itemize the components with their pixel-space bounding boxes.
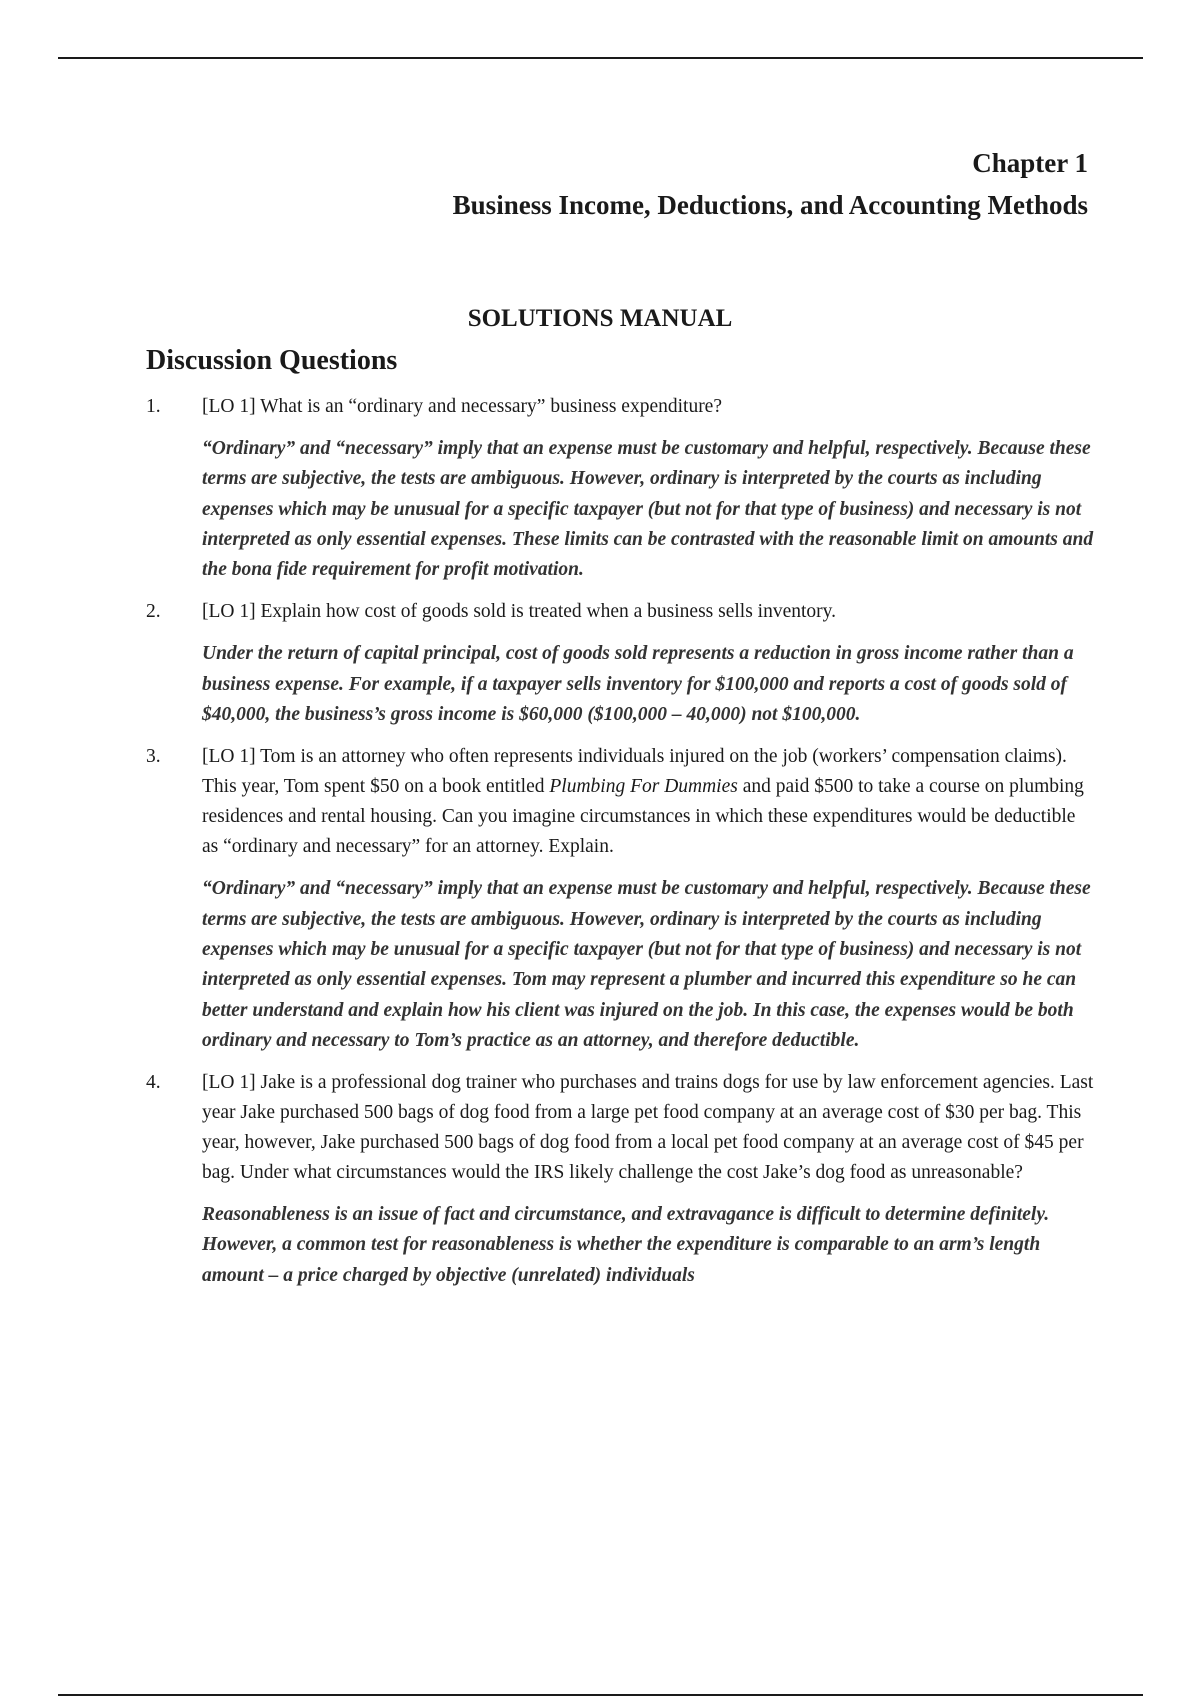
question-text-end: and paid $500 to take a course on plumbing residences and rental housing. Can you imagine circumstances in which these expenditures would be deductible as “ordinary and necessary” for an attorney. Explain. [202,776,1084,858]
section-heading: Discussion Questions [146,345,398,376]
question-number: 3. [146,746,161,768]
question-list [146,392,1096,1303]
top-rule [58,57,1143,59]
question-text: [LO 1] Jake is a professional dog trainer who purchases and trains dogs for use by law enforcement agencies. Last year Jake purchased 500 bags of dog food from a large pet food company at an average cost of $30 per bag. This year, however, Jake purchased 500 bags of dog food from a local pet food company at an average cost of $45 per bag. Under what circumstances would the IRS likely challenge the cost Jake’s dog food as unreasonable? [202,1072,1094,1184]
question-item [146,597,1096,730]
question-number: 4. [146,1072,161,1094]
question-item [146,742,1096,1056]
question-item [146,1068,1096,1291]
chapter-title: Business Income, Deductions, and Accounting Methods [452,190,1088,220]
question-item [146,392,1096,585]
answer-text: “Ordinary” and “necessary” imply that an expense must be customary and helpful, respectively. Because these terms are subjective, the tests are ambiguous. However, ordinary is interpreted by the courts as including expenses which may be unusual for a specific taxpayer (but not for that type of business) and necessary is not interpreted as only essential expenses. These limits can be contrasted with the reasonable limit on amounts and the bona fide requirement for profit motivation. [202,438,1094,581]
chapter-number: Chapter 1 [972,148,1088,178]
book-title: Plumbing For Dummies [549,776,738,798]
question-text-start: [LO 1] Tom is an attorney who often represents individuals injured on the job (workers’ compensation claims). This year, Tom spent $50 on a book entitled [202,746,1067,798]
question-text [202,742,1096,862]
bottom-rule [58,1694,1143,1696]
answer-text: “Ordinary” and “necessary” imply that an expense must be customary and helpful, respectively. Because these terms are subjective, the tests are ambiguous. However, ordinary is interpreted by the courts as including expenses which may be unusual for a specific taxpayer (but not for that type of business) and necessary is not interpreted as only essential expenses. Tom may represent a plumber and incurred this expenditure so he can better understand and explain how his client was injured on the job. In this case, the expenses would be both ordinary and necessary to Tom’s practice as an attorney, and therefore deductible. [202,878,1091,1051]
question-text: [LO 1] What is an “ordinary and necessary” business expenditure? [202,396,722,417]
question-text: [LO 1] Explain how cost of goods sold is treated when a business sells inventory. [202,601,837,623]
question-number: 1. [146,396,161,417]
answer-text: Reasonableness is an issue of fact and circumstance, and extravagance is difficult to determine definitely. However, a common test for reasonableness is whether the expenditure is comparable to an arm’s length amount – a price charged by objective (unrelated) individuals [202,1204,1050,1286]
manual-title: SOLUTIONS MANUAL [467,305,733,332]
question-number: 2. [146,601,161,623]
chapter-header [453,142,1088,226]
answer-text: Under the return of capital principal, cost of goods sold represents a reduction in gross income rather than a business expense. For example, if a taxpayer sells inventory for $100,000 and reports a cost of goods sold of $40,000, the business’s gross income is $60,000 ($100,000 – 40,000) not $100,000. [202,643,1074,726]
